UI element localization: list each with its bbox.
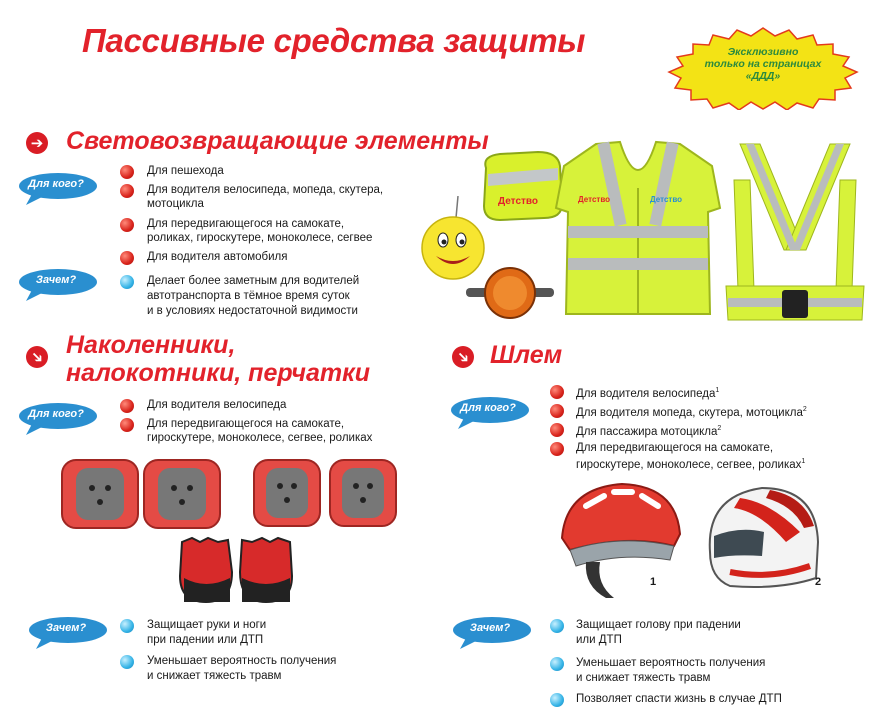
list-item: Для водителя мопеда, скутера, мотоцикла$^2$ [576, 406, 807, 419]
bullet-icon [120, 251, 134, 265]
motorcycle-helmet-image [700, 482, 822, 592]
why-label: Зачем? [45, 622, 87, 634]
for-whom-bubble [18, 172, 98, 202]
bullet-icon [550, 423, 564, 437]
elbow-pads-image [250, 456, 400, 530]
bullet-icon [120, 218, 134, 232]
badge-line: только на страницах [704, 58, 822, 70]
list-item: и снижает тяжесть травм [576, 672, 711, 684]
list-item: Защищает голову при падении [576, 619, 741, 631]
bullet-icon [120, 655, 134, 669]
page-title: Пассивные средства защиты [82, 22, 586, 59]
list-item: Для водителя велосипеда [147, 399, 287, 411]
list-item: Уменьшает вероятность получения [147, 655, 337, 667]
section-arrow-icon: ➔ [452, 346, 474, 368]
band-text: Детство [498, 196, 539, 207]
list-item: Для передвигающегося на самокате, [147, 418, 345, 430]
list-item: при падении или ДТП [147, 634, 264, 646]
section-title-reflective: Световозвращающие элементы [66, 127, 489, 155]
why-bubble [452, 616, 532, 646]
reflective-vest-image [550, 138, 726, 318]
list-item: Для передвигающегося на самокате, [576, 442, 774, 454]
for-whom-label: Для кого? [28, 408, 84, 420]
round-reflector-image [466, 266, 554, 320]
helmet-label: 1 [650, 576, 657, 588]
list-item: Защищает руки и ноги [147, 619, 267, 631]
knee-pads-image [58, 456, 224, 532]
bullet-icon [120, 165, 134, 179]
why-label: Зачем? [469, 622, 511, 634]
section-title-helmet: Шлем [490, 341, 563, 369]
list-item: и снижает тяжесть травм [147, 670, 282, 682]
bullet-icon [120, 619, 134, 633]
list-item: Для пешехода [147, 165, 224, 177]
section-arrow-icon: ➔ [26, 346, 48, 368]
list-item: гироскутере, моноколесе, сегвее, роликах [147, 432, 373, 444]
reflective-harness-image [724, 140, 866, 326]
list-item: гироскутере, моноколесе, сегвее, роликах$^1$ [576, 458, 806, 471]
helmet-label: 2 [815, 576, 822, 588]
bullet-icon [120, 399, 134, 413]
list-item: мотоцикла [147, 198, 204, 210]
why-bubble [28, 616, 108, 646]
bullet-icon [120, 275, 134, 289]
bullet-icon [550, 404, 564, 418]
list-item: Для передвигающегося на самокате, [147, 218, 345, 230]
list-item: Для водителя велосипеда, мопеда, скутера, [147, 184, 384, 196]
for-whom-label: Для кого? [460, 402, 516, 414]
list-item: и в условиях недостаточной видимости [147, 305, 358, 317]
exclusive-badge [665, 26, 861, 110]
list-item: Делает более заметным для водителей [147, 275, 360, 287]
bullet-icon [550, 657, 564, 671]
list-item: Для водителя велосипеда$^1$ [576, 387, 720, 400]
badge-line: «ДДД» [745, 70, 781, 82]
bullet-icon [120, 184, 134, 198]
list-item: роликах, гироскутере, моноколесе, сегвее [147, 232, 373, 244]
bullet-icon [550, 693, 564, 707]
section-arrow-icon: ➔ [26, 132, 48, 154]
list-item: Для пассажира мотоцикла$^2$ [576, 425, 722, 438]
why-label: Зачем? [35, 274, 77, 286]
list-item: Уменьшает вероятность получения [576, 657, 766, 669]
list-item: или ДТП [576, 634, 622, 646]
list-item: Для водителя автомобиля [147, 251, 288, 263]
bicycle-helmet-image [556, 476, 684, 604]
for-whom-bubble [450, 396, 530, 426]
section-title-pads-line2: налокотники, перчатки [66, 359, 371, 387]
section-title-pads-line1: Наколенники, [66, 331, 236, 359]
list-item: автотранспорта в тёмное время суток [147, 290, 350, 302]
vest-text: Детство [650, 195, 683, 204]
why-bubble [18, 268, 98, 298]
bullet-icon [550, 385, 564, 399]
vest-text: Детство [578, 195, 611, 204]
badge-line: Эксклюзивно [727, 46, 799, 58]
for-whom-bubble [18, 402, 98, 432]
for-whom-label: Для кого? [28, 178, 84, 190]
list-item: Позволяет спасти жизнь в случае ДТП [576, 693, 782, 705]
bullet-icon [550, 619, 564, 633]
bullet-icon [120, 418, 134, 432]
gloves-image [176, 532, 298, 606]
bullet-icon [550, 442, 564, 456]
